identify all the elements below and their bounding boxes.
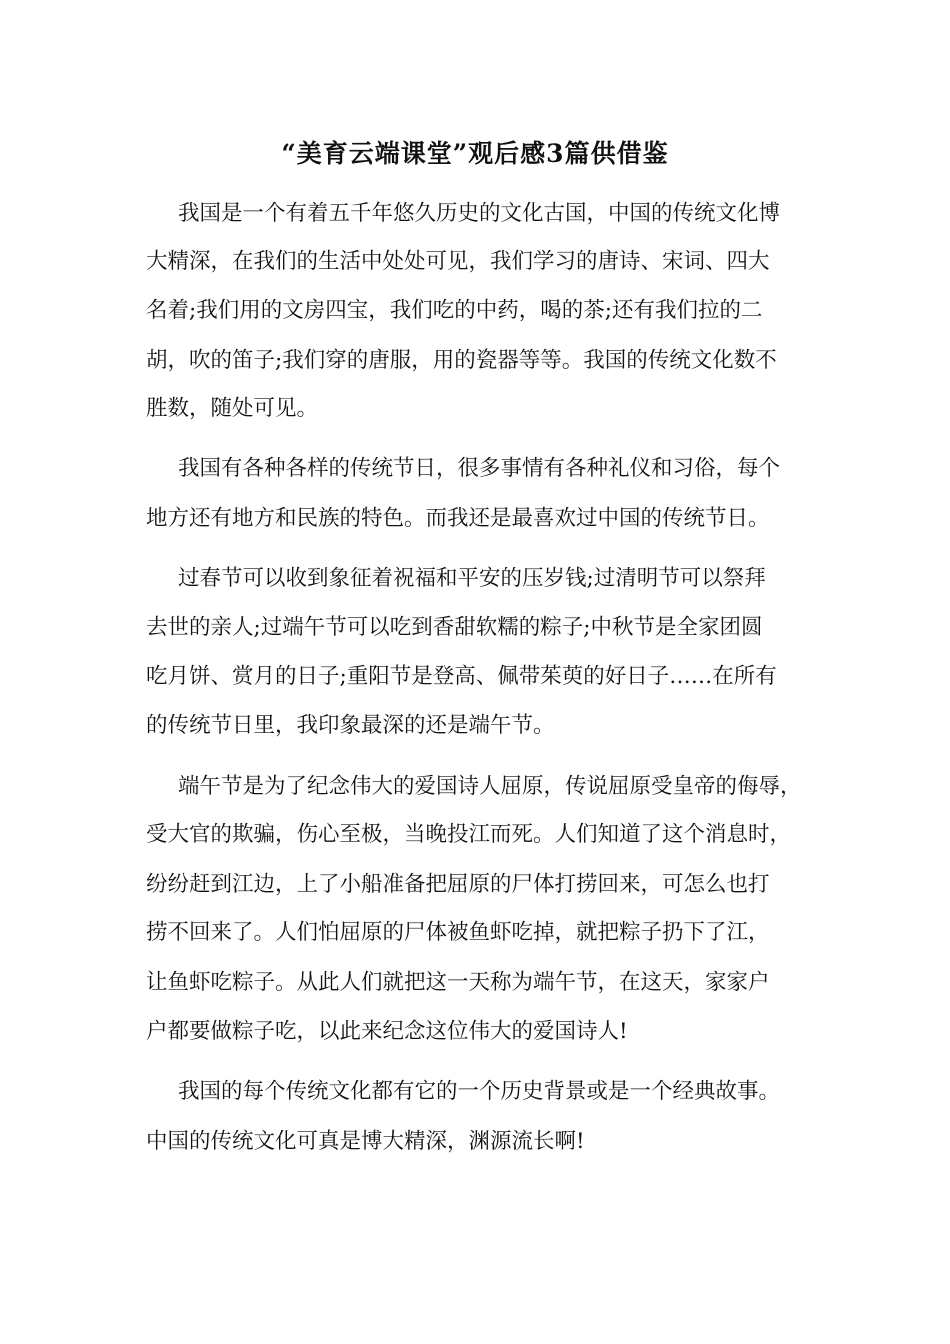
paragraph-5-line-1: 我国的每个传统文化都有它的一个历史背景或是一个经典故事。 [178, 1079, 781, 1104]
paragraph-1-line-1: 我国是一个有着五千年悠久历史的文化古国，中国的传统文化博 [178, 201, 781, 226]
paragraph-2-line-1: 我国有各种各样的传统节日，很多事情有各种礼仪和习俗，每个 [178, 456, 781, 481]
paragraph-4-line-6: 户都要做粽子吃，以此来纪念这位伟大的爱国诗人! [146, 1019, 628, 1044]
paragraph-1-line-2: 大精深，在我们的生活中处处可见，我们学习的唐诗、宋词、四大 [146, 249, 770, 274]
paragraph-3-line-2: 去世的亲人;过端午节可以吃到香甜软糯的粽子;中秋节是全家团圆 [146, 615, 763, 640]
paragraph-1-line-3: 名着;我们用的文房四宝，我们吃的中药，喝的茶;还有我们拉的二 [146, 298, 763, 323]
paragraph-3-line-1: 过春节可以收到象征着祝福和平安的压岁钱;过清明节可以祭拜 [178, 566, 766, 591]
paragraph-5-line-2: 中国的传统文化可真是博大精深，渊源流长啊! [146, 1129, 585, 1154]
paragraph-1-line-5: 胜数，随处可见。 [146, 396, 319, 421]
paragraph-4-line-4: 捞不回来了。人们怕屈原的尸体被鱼虾吃掉，就把粽子扔下了江， [146, 920, 770, 945]
paragraph-4-line-5: 让鱼虾吃粽子。从此人们就把这一天称为端午节，在这天，家家户 [146, 970, 770, 995]
paragraph-3-line-3: 吃月饼、赏月的日子;重阳节是登高、佩带茱萸的好日子……在所有 [146, 664, 777, 689]
paragraph-4-line-3: 纷纷赶到江边，上了小船准备把屈原的尸体打捞回来，可怎么也打 [146, 872, 770, 897]
paragraph-4-line-1: 端午节是为了纪念伟大的爱国诗人屈原，传说屈原受皇帝的侮辱， [178, 774, 802, 799]
paragraph-3-line-4: 的传统节日里，我印象最深的还是端午节。 [146, 713, 555, 738]
paragraph-1-line-4: 胡，吹的笛子;我们穿的唐服，用的瓷器等等。我国的传统文化数不 [146, 348, 777, 373]
paragraph-2-line-2: 地方还有地方和民族的特色。而我还是最喜欢过中国的传统节日。 [146, 506, 770, 531]
document-title: “美育云端课堂”观后感3篇供借鉴 [281, 139, 669, 168]
paragraph-4-line-2: 受大官的欺骗，伤心至极，当晚投江而死。人们知道了这个消息时， [146, 822, 792, 847]
